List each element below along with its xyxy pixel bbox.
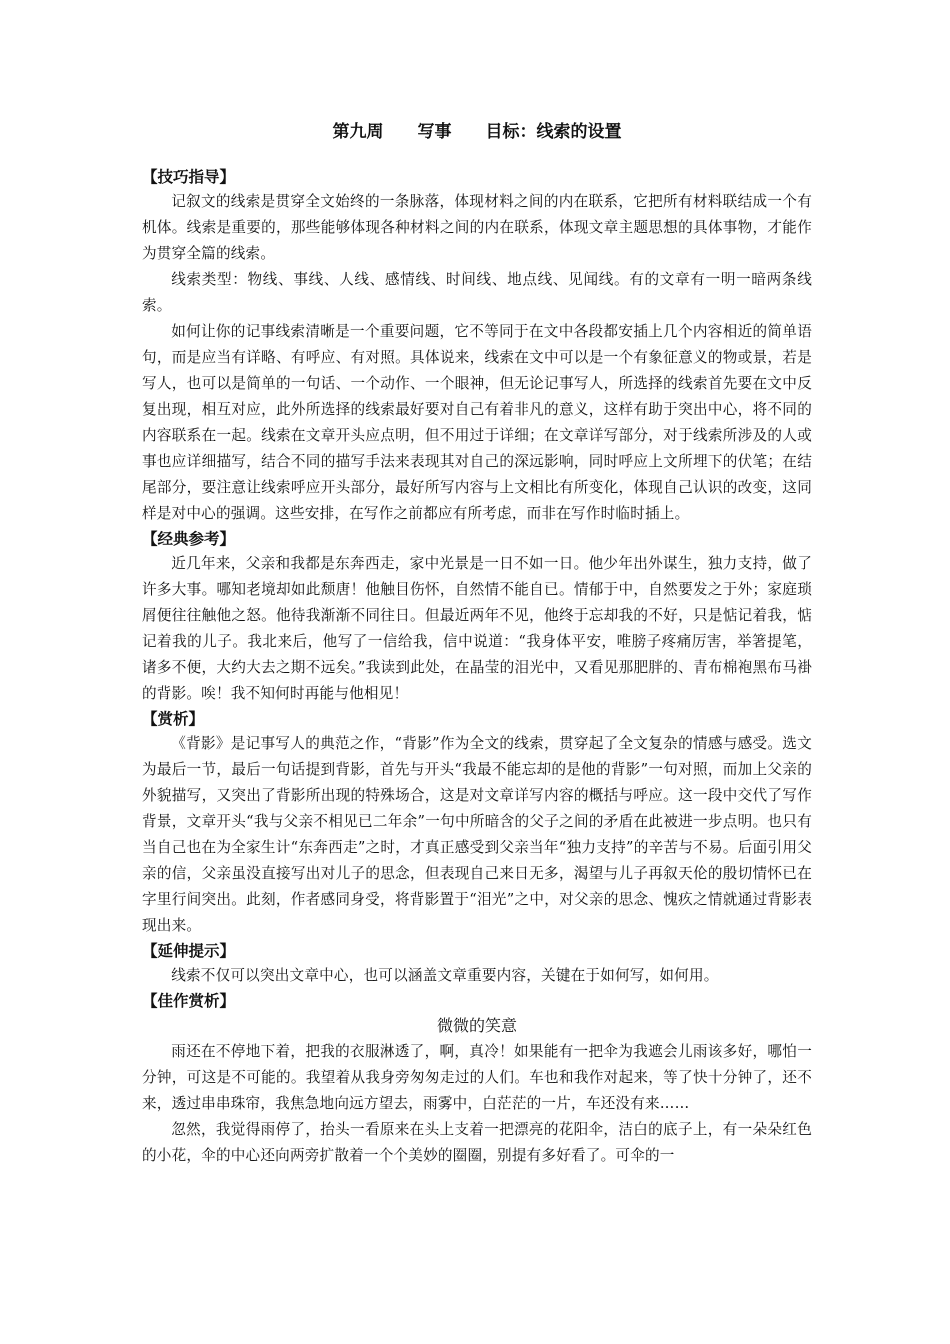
section-skill-guide: [142, 165, 812, 527]
document-title: [142, 120, 812, 144]
section-heading: 【经典参考】: [142, 530, 236, 548]
paragraph: 忽然，我觉得雨停了，抬头一看原来在头上支着一把漂亮的花阳伞，洁白的底子上，有一朵朵红色的小花，伞的中心还向两旁扩散着一个个美妙的圈圈，别提有多好看了。可伞的一: [142, 1121, 812, 1164]
paragraph: 记叙文的线索是贯穿全文始终的一条脉落，体现材料之间的内在联系，它把所有材料联结成一个有机体。线索是重要的，那些能够体现各种材料之间的内在联系，体现文章主题思想的具体事物，才能作为贯穿全篇的线索。: [142, 193, 812, 262]
title-goal: 目标：线索的设置: [485, 122, 622, 142]
document-page: [142, 120, 812, 1169]
title-week: 第九周: [332, 122, 384, 142]
paragraph: 线索类型：物线、事线、人线、感情线、时间线、地点线、见闻线。有的文章有一明一暗两条线索。: [142, 271, 812, 314]
paragraph: 雨还在不停地下着，把我的衣服淋透了，啊，真冷！如果能有一把伞为我遮会儿雨该多好，哪怕一分钟，可这是不可能的。我望着从我身旁匆匆走过的人们。车也和我作对起来，等了快十分钟了，还不来，透过串串珠帘，我焦急地向远方望去，雨雾中，白茫茫的一片，车还没有来……: [142, 1043, 812, 1112]
section-excellent-work: [142, 989, 812, 1169]
section-heading: 【延伸提示】: [142, 942, 236, 960]
section-classic-reference: [142, 527, 812, 707]
paragraph: 如何让你的记事线索清晰是一个重要问题，它不等同于在文中各段都安插上几个内容相近的简单语句，而是应当有详略、有呼应、有对照。具体说来，线索在文中可以是一个有象征意义的物或景，若是写人，也可以是简单的一句话、一个动作、一个眼神，但无论记事写人，所选择的线索首先要在文中反复出现，相互对应，此外所选择的线索最好要对自己有着非凡的意义，这样有助于突出中心，将不同的内容联系在一起。线索在文章开头应点明，但不用过于详细；在文章详写部分，对于线索所涉及的人或事也应详细描写，结合不同的描写手法来表现其对自己的深远影响，同时呼应上文所埋下的伏笔；在结尾部分，要注意让线索呼应开头部分，最好所写内容与上文相比有所变化，体现自己认识的改变，这同样是对中心的强调。这些安排，在写作之前都应有所考虑，而非在写作时临时插上。: [142, 323, 812, 522]
section-heading: 【技巧指导】: [142, 168, 236, 186]
section-heading: 【赏析】: [142, 710, 205, 728]
section-heading: 【佳作赏析】: [142, 992, 236, 1010]
paragraph: 线索不仅可以突出文章中心，也可以涵盖文章重要内容，关键在于如何写，如何用。: [171, 967, 719, 984]
title-topic: 写事: [417, 122, 452, 142]
paragraph: 近几年来，父亲和我都是东奔西走，家中光景是一日不如一日。他少年出外谋生，独力支持，做了许多大事。哪知老境却如此颓唐！他触目伤怀，自然情不能自已。情郁于中，自然要发之于外；家庭琐屑便往往触他之怒。他待我渐渐不同往日。但最近两年不见，他终于忘却我的不好，只是惦记着我，惦记着我的儿子。我北来后，他写了一信给我，信中说道：“我身体平安，唯膀子疼痛厉害，举箸提笔，诸多不便，大约大去之期不远矣。”我读到此处，在晶莹的泪光中，又看见那肥胖的、青布棉袍黑布马褂的背影。唉！我不知何时再能与他相见！: [142, 555, 812, 702]
essay-title: 微微的笑意: [436, 1016, 517, 1035]
paragraph: 《背影》是记事写人的典范之作，“背影”作为全文的线索，贯穿起了全文复杂的情感与感受。选文为最后一节，最后一句话提到背影，首先与开头“我最不能忘却的是他的背影”一句对照，而加上父亲的外貌描写，又突出了背影所出现的特殊场合，这是对文章详写内容的概括与呼应。这一段中交代了写作背景，文章开头“我与父亲不相见已二年余”一句中所暗含的父子之间的矛盾在此被进一步点明。也只有当自己也在为全家生计“东奔西走”之时，才真正感受到父亲当年“独力支持”的辛苦与不易。后面引用父亲的信，父亲虽没直接写出对儿子的思念，但表现自己来日无多，渴望与儿子再叙天伦的殷切情怀已在字里行间突出。此刻，作者感同身受，将背影置于“泪光”之中，对父亲的思念、愧疚之情就通过背影表现出来。: [142, 735, 812, 934]
section-extension: [142, 939, 812, 989]
section-analysis: [142, 707, 812, 939]
